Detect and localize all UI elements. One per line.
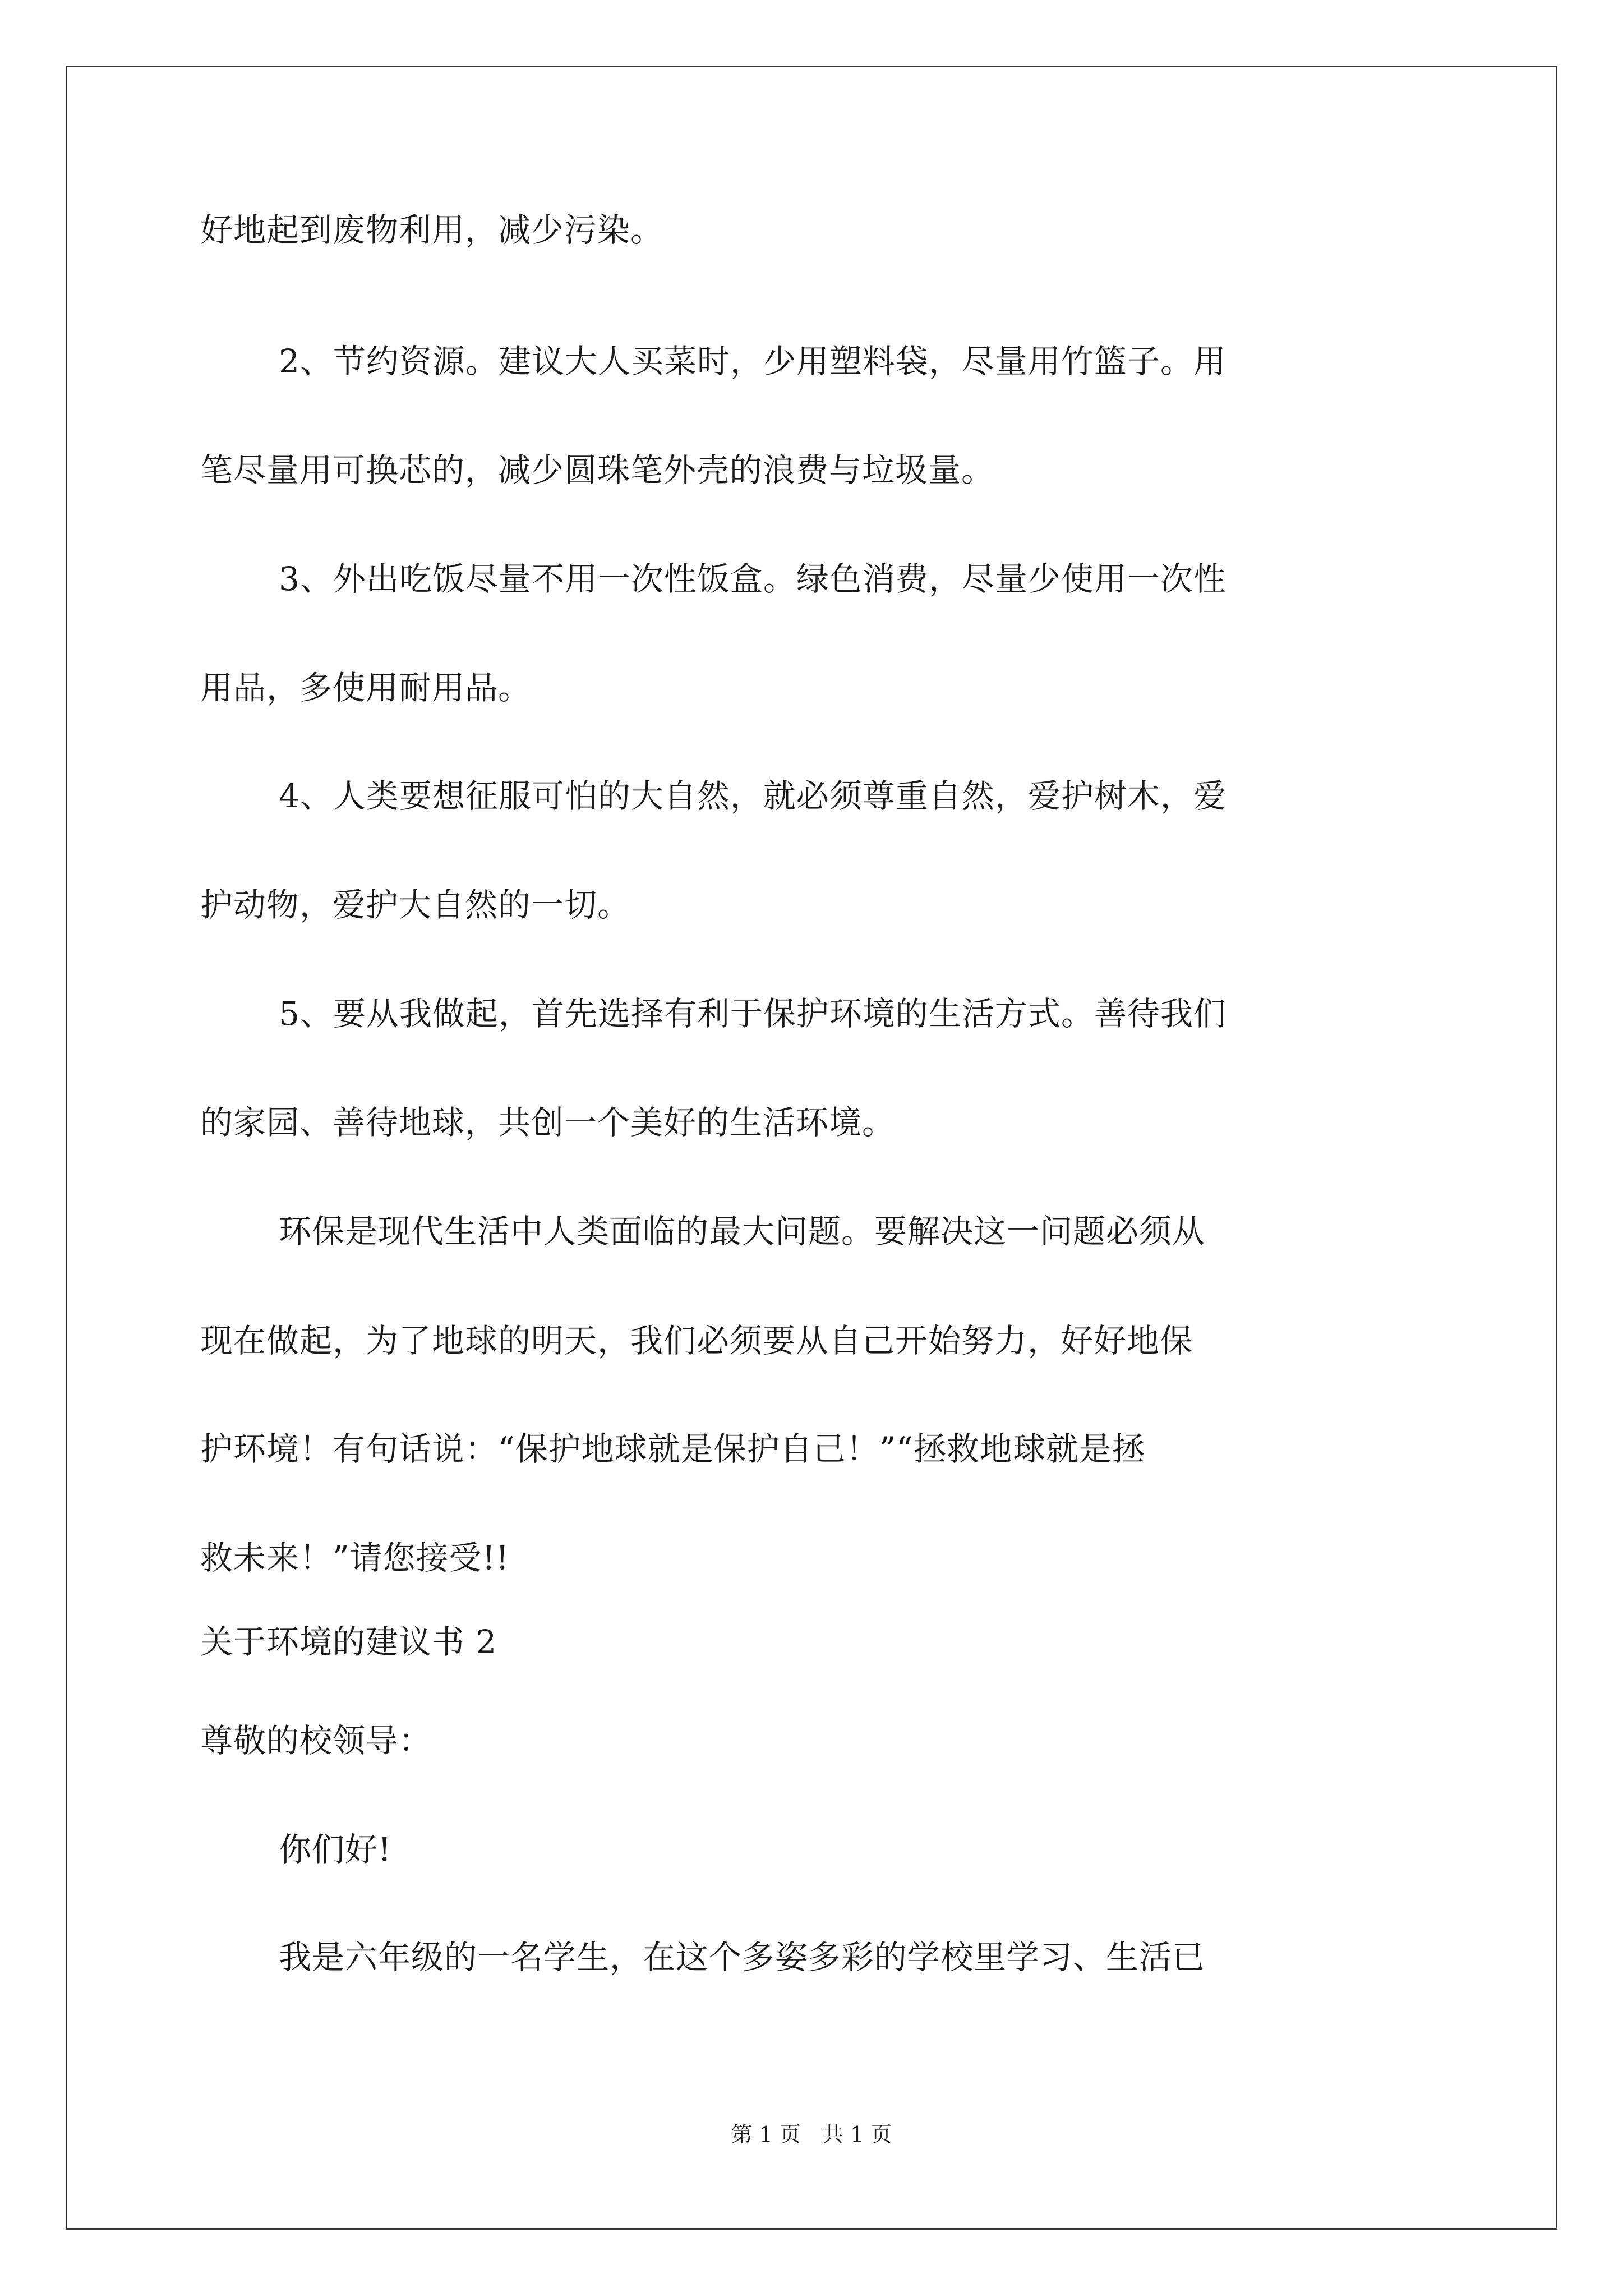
page-border bbox=[66, 66, 1557, 2230]
text-line-2: 2、节约资源。建议大人买菜时，少用塑料袋，尽量用竹篮子。用 bbox=[279, 342, 1227, 380]
page-footer: 第 1 页 共 1 页 bbox=[731, 2122, 892, 2147]
text-line-8: 5、要从我做起，首先选择有利于保护环境的生活方式。善待我们 bbox=[279, 995, 1227, 1033]
section-heading: 关于环境的建议书 2 bbox=[200, 1623, 497, 1661]
greeting: 你们好! bbox=[279, 1830, 392, 1869]
salutation: 尊敬的校领导： bbox=[200, 1722, 432, 1760]
text-line-1: 好地起到废物利用，减少污染。 bbox=[200, 211, 664, 249]
text-line-17: 我是六年级的一名学生，在这个多姿多彩的学校里学习、生活已 bbox=[279, 1938, 1206, 1976]
text-line-11: 现在做起，为了地球的明天，我们必须要从自己开始努力，好好地保 bbox=[200, 1322, 1193, 1360]
text-line-4: 3、外出吃饭尽量不用一次性饭盒。绿色消费，尽量少使用一次性 bbox=[279, 560, 1227, 598]
text-line-9: 的家园、善待地球，共创一个美好的生活环境。 bbox=[200, 1103, 896, 1142]
text-line-6: 4、人类要想征服可怕的大自然，就必须尊重自然，爱护树木，爱 bbox=[279, 777, 1227, 815]
text-line-13: 救未来！”请您接受!! bbox=[200, 1539, 510, 1577]
text-line-12: 护环境！有句话说：“保护地球就是保护自己！”“拯救地球就是拯 bbox=[200, 1430, 1145, 1468]
text-line-5: 用品，多使用耐用品。 bbox=[200, 669, 532, 707]
text-line-10: 环保是现代生活中人类面临的最大问题。要解决这一问题必须从 bbox=[279, 1212, 1206, 1250]
text-line-3: 笔尽量用可换芯的，减少圆珠笔外壳的浪费与垃圾量。 bbox=[200, 451, 995, 489]
text-line-7: 护动物，爱护大自然的一切。 bbox=[200, 886, 631, 924]
